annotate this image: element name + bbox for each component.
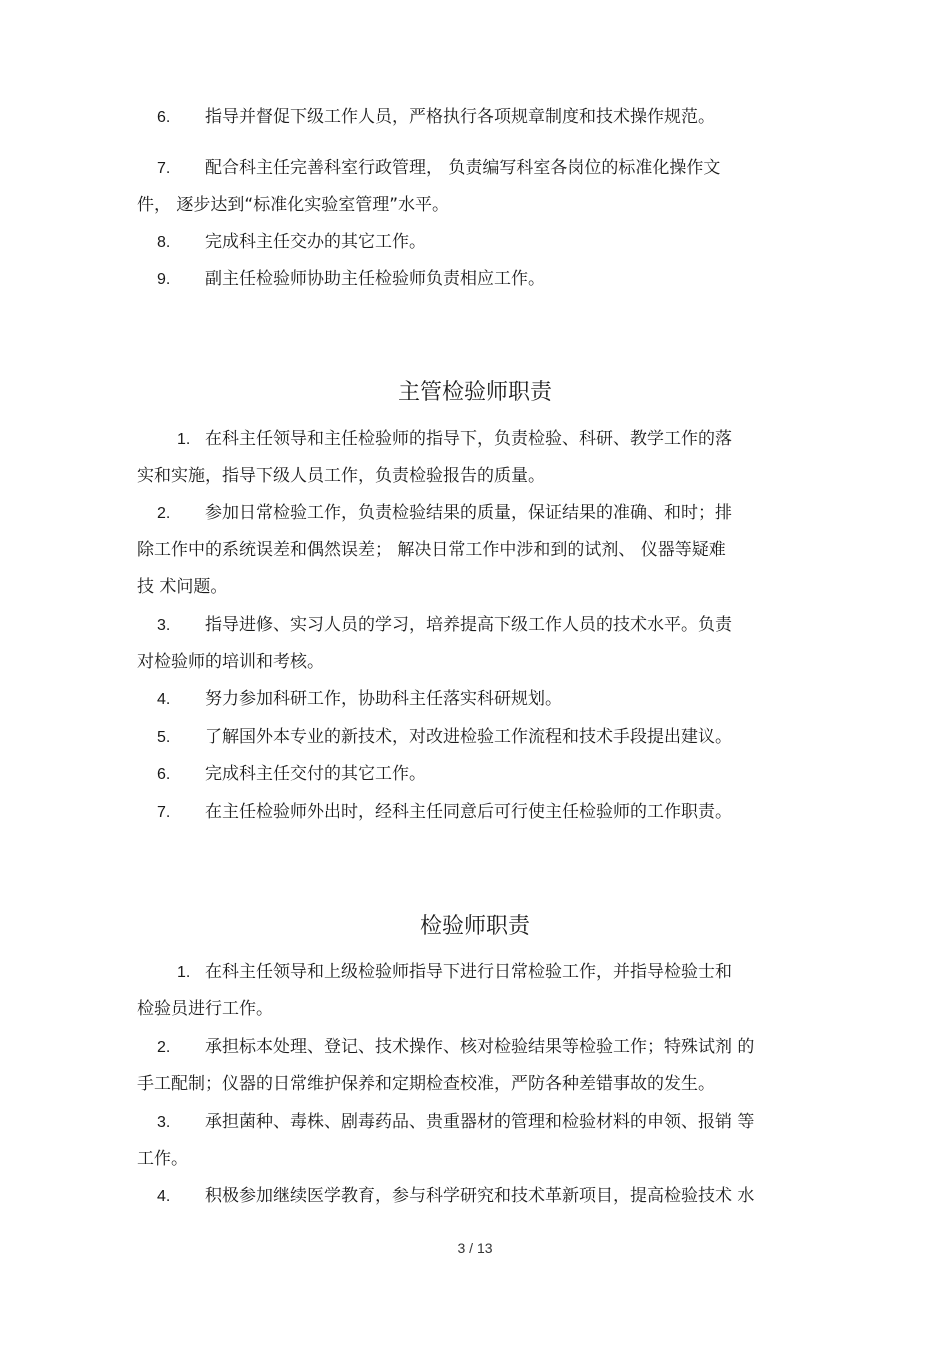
item-text: 了解国外本专业的新技术，对改进检验工作流程和技术手段提出建议。 bbox=[205, 727, 732, 747]
item-number: 4. bbox=[157, 691, 171, 708]
item-text-continuation: 除工作中的系统误差和偶然误差； 解决日常工作中涉和到的试剂、 仪器等疑难 bbox=[137, 540, 726, 560]
list-item bbox=[137, 1029, 819, 1103]
list-item bbox=[137, 261, 819, 298]
item-text: 承担菌种、毒株、剧毒药品、贵重器材的管理和检验材料的申领、报销 等 bbox=[205, 1112, 755, 1132]
list-item bbox=[137, 1178, 819, 1215]
item-text-continuation: 件， 逐步达到“标准化实验室管理”水平。 bbox=[137, 195, 450, 215]
item-text: 在主任检验师外出时，经科主任同意后可行使主任检验师的工作职责。 bbox=[205, 802, 732, 822]
section-title: 主管检验师职责 bbox=[397, 380, 552, 405]
item-text: 努力参加科研工作，协助科主任落实科研规划。 bbox=[205, 689, 562, 709]
item-text: 承担标本处理、登记、技术操作、核对检验结果等检验工作；特殊试剂 的 bbox=[205, 1037, 755, 1057]
list-item bbox=[137, 1104, 819, 1178]
list-item bbox=[137, 421, 819, 495]
item-number: 8. bbox=[157, 234, 171, 251]
item-text: 积极参加继续医学教育，参与科学研究和技术革新项目，提高检验技术 水 bbox=[205, 1186, 755, 1206]
item-text-continuation: 技 术问题。 bbox=[137, 577, 228, 597]
item-text-continuation: 实和实施，指导下级人员工作，负责检验报告的质量。 bbox=[137, 466, 545, 486]
item-number: 1. bbox=[177, 964, 191, 981]
list-item bbox=[137, 495, 819, 606]
item-number: 1. bbox=[177, 431, 191, 448]
item-text-continuation: 检验员进行工作。 bbox=[137, 999, 273, 1019]
list-item bbox=[137, 794, 819, 831]
item-number: 7. bbox=[157, 160, 171, 177]
item-text-continuation: 手工配制；仪器的日常维护保养和定期检查校准，严防各种差错事故的发生。 bbox=[137, 1074, 715, 1094]
item-number: 5. bbox=[157, 729, 171, 746]
list-item bbox=[137, 756, 819, 793]
item-text: 完成科主任交付的其它工作。 bbox=[205, 764, 426, 784]
item-number: 7. bbox=[157, 804, 171, 821]
item-number: 6. bbox=[157, 766, 171, 783]
list-item bbox=[137, 150, 819, 224]
item-text: 在科主任领导和主任检验师的指导下，负责检验、科研、教学工作的落 bbox=[205, 429, 732, 449]
item-number: 2. bbox=[157, 505, 171, 522]
item-number: 3. bbox=[157, 1114, 171, 1131]
page-number: 3 / 13 bbox=[457, 1240, 493, 1256]
item-text: 完成科主任交办的其它工作。 bbox=[205, 232, 426, 252]
item-text: 指导进修、实习人员的学习，培养提高下级工作人员的技术水平。负责 bbox=[205, 615, 732, 635]
item-number: 6. bbox=[157, 109, 171, 126]
item-text: 参加日常检验工作，负责检验结果的质量，保证结果的准确、和时；排 bbox=[205, 503, 732, 523]
list-item bbox=[137, 954, 819, 1028]
item-text: 在科主任领导和上级检验师指导下进行日常检验工作，并指导检验士和 bbox=[205, 962, 732, 982]
item-number: 2. bbox=[157, 1039, 171, 1056]
item-text: 配合科主任完善科室行政管理， 负责编写科室各岗位的标准化操作文 bbox=[205, 158, 721, 178]
section-title: 检验师职责 bbox=[419, 914, 530, 939]
list-item bbox=[137, 99, 819, 136]
list-item bbox=[137, 607, 819, 681]
item-text: 副主任检验师协助主任检验师负责相应工作。 bbox=[205, 269, 545, 289]
item-text: 指导并督促下级工作人员，严格执行各项规章制度和技术操作规范。 bbox=[205, 107, 715, 127]
item-text-continuation: 对检验师的培训和考核。 bbox=[137, 652, 324, 672]
list-item bbox=[137, 719, 819, 756]
list-item bbox=[137, 224, 819, 261]
item-number: 4. bbox=[157, 1188, 171, 1205]
list-item bbox=[137, 681, 819, 718]
item-number: 3. bbox=[157, 617, 171, 634]
item-number: 9. bbox=[157, 271, 171, 288]
item-text-continuation: 工作。 bbox=[137, 1149, 188, 1169]
